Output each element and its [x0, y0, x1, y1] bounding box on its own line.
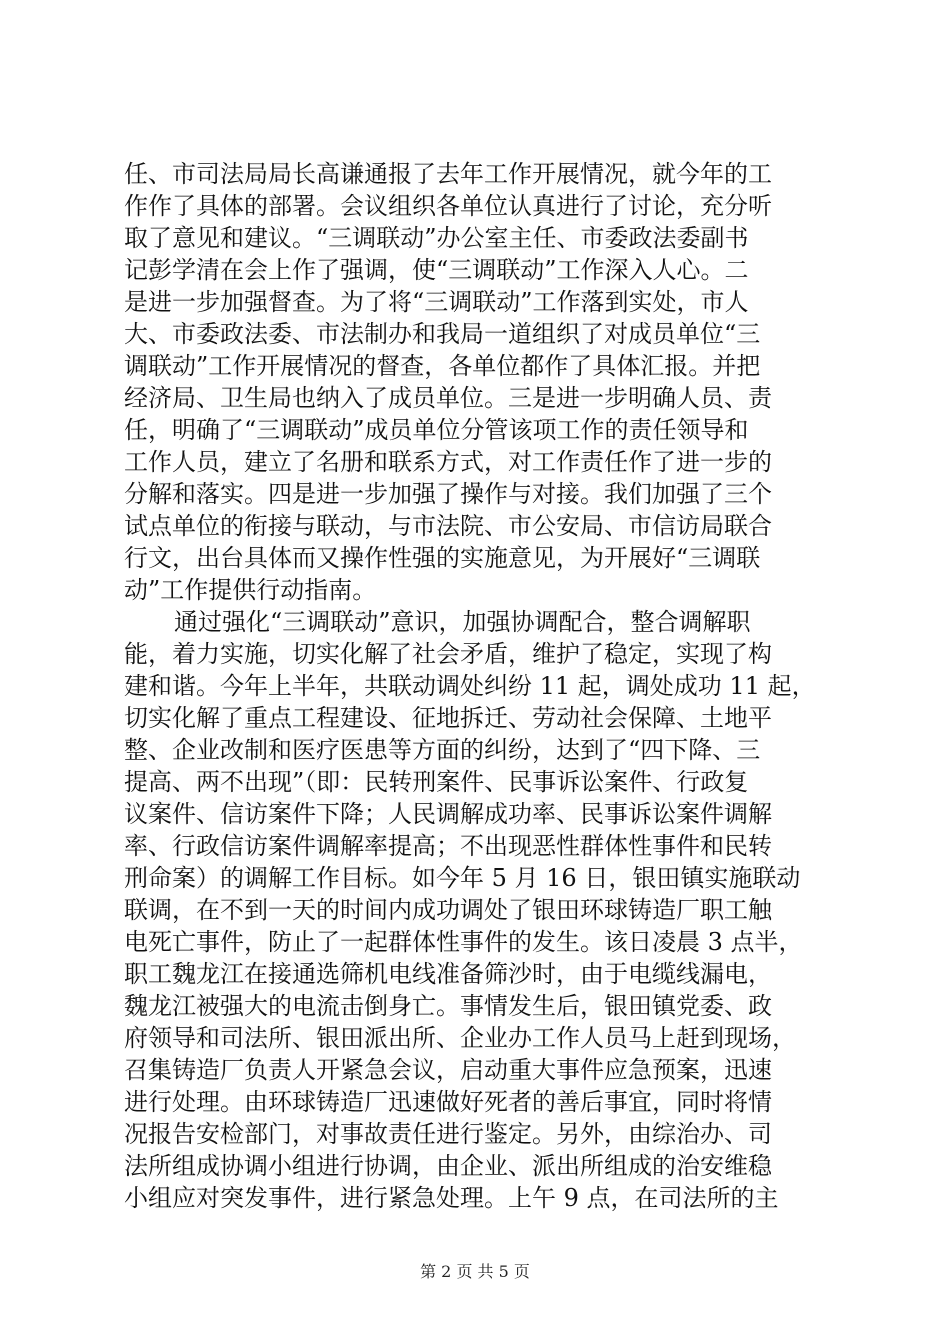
text-line: 府领导和司法所、银田派出所、企业办工作人员马上赶到现场，	[124, 1024, 796, 1052]
text-line: 小组应对突发事件，进行紧急处理。上午 9 点，在司法所的主	[124, 1184, 779, 1212]
text-line: 是进一步加强督查。为了将“三调联动”工作落到实处，市人	[124, 288, 749, 316]
text-line: 试点单位的衔接与联动，与市法院、市公安局、市信访局联合	[124, 512, 772, 540]
text-line: 提高、两不出现”（即：民转刑案件、民事诉讼案件、行政复	[124, 768, 749, 796]
text-line: 魏龙江被强大的电流击倒身亡。事情发生后，银田镇党委、政	[124, 992, 772, 1020]
text-line: 分解和落实。四是进一步加强了操作与对接。我们加强了三个	[124, 480, 772, 508]
text-line: 记彭学清在会上作了强调，使“三调联动”工作深入人心。二	[124, 256, 749, 284]
text-line: 召集铸造厂负责人开紧急会议，启动重大事件应急预案，迅速	[124, 1056, 772, 1084]
text-line: 职工魏龙江在接通选筛机电线准备筛沙时，由于电缆线漏电，	[124, 960, 772, 988]
text-line: 整、企业改制和医疗医患等方面的纠纷，达到了“四下降、三	[124, 736, 761, 764]
text-line: 任，明确了“三调联动”成员单位分管该项工作的责任领导和	[124, 416, 749, 444]
text-line: 进行处理。由环球铸造厂迅速做好死者的善后事宜，同时将情	[124, 1088, 772, 1116]
text-line: 工作人员，建立了名册和联系方式，对工作责任作了进一步的	[124, 448, 772, 476]
text-line: 切实化解了重点工程建设、征地拆迁、劳动社会保障、土地平	[124, 704, 772, 732]
text-line: 作作了具体的部署。会议组织各单位认真进行了讨论，充分听	[124, 192, 772, 220]
text-line: 况报告安检部门，对事故责任进行鉴定。另外，由综治办、司	[124, 1120, 772, 1148]
page-number-label: 第 2 页 共 5 页	[420, 1262, 530, 1281]
text-line: 联调，在不到一天的时间内成功调处了银田环球铸造厂职工触	[124, 896, 772, 924]
text-line: 建和谐。今年上半年，共联动调处纠纷 11 起，调处成功 11 起，	[124, 672, 816, 700]
text-line: 率、行政信访案件调解率提高；不出现恶性群体性事件和民转	[124, 832, 772, 860]
text-line: 议案件、信访案件下降；人民调解成功率、民事诉讼案件调解	[124, 800, 772, 828]
page-footer	[0, 1262, 950, 1282]
document-body	[124, 158, 832, 1214]
text-line: 任、市司法局局长高谦通报了去年工作开展情况，就今年的工	[124, 160, 772, 188]
text-line: 能，着力实施，切实化解了社会矛盾，维护了稳定，实现了构	[124, 640, 772, 668]
text-line: 调联动”工作开展情况的督查，各单位都作了具体汇报。并把	[124, 352, 761, 380]
text-line: 经济局、卫生局也纳入了成员单位。三是进一步明确人员、责	[124, 384, 772, 412]
text-line: 大、市委政法委、市法制办和我局一道组织了对成员单位“三	[124, 320, 761, 348]
text-line: 法所组成协调小组进行协调，由企业、派出所组成的治安维稳	[124, 1152, 772, 1180]
text-line: 取了意见和建议。“三调联动”办公室主任、市委政法委副书	[124, 224, 749, 252]
text-line: 行文，出台具体而又操作性强的实施意见，为开展好“三调联	[124, 544, 761, 572]
text-line: 电死亡事件，防止了一起群体性事件的发生。该日凌晨 3 点半，	[124, 928, 803, 956]
paragraph-start-line: 通过强化“三调联动”意识，加强协调配合，整合调解职	[174, 608, 751, 636]
text-line: 刑命案）的调解工作目标。如今年 5 月 16 日，银田镇实施联动	[124, 864, 801, 892]
text-line: 动”工作提供行动指南。	[124, 576, 377, 604]
